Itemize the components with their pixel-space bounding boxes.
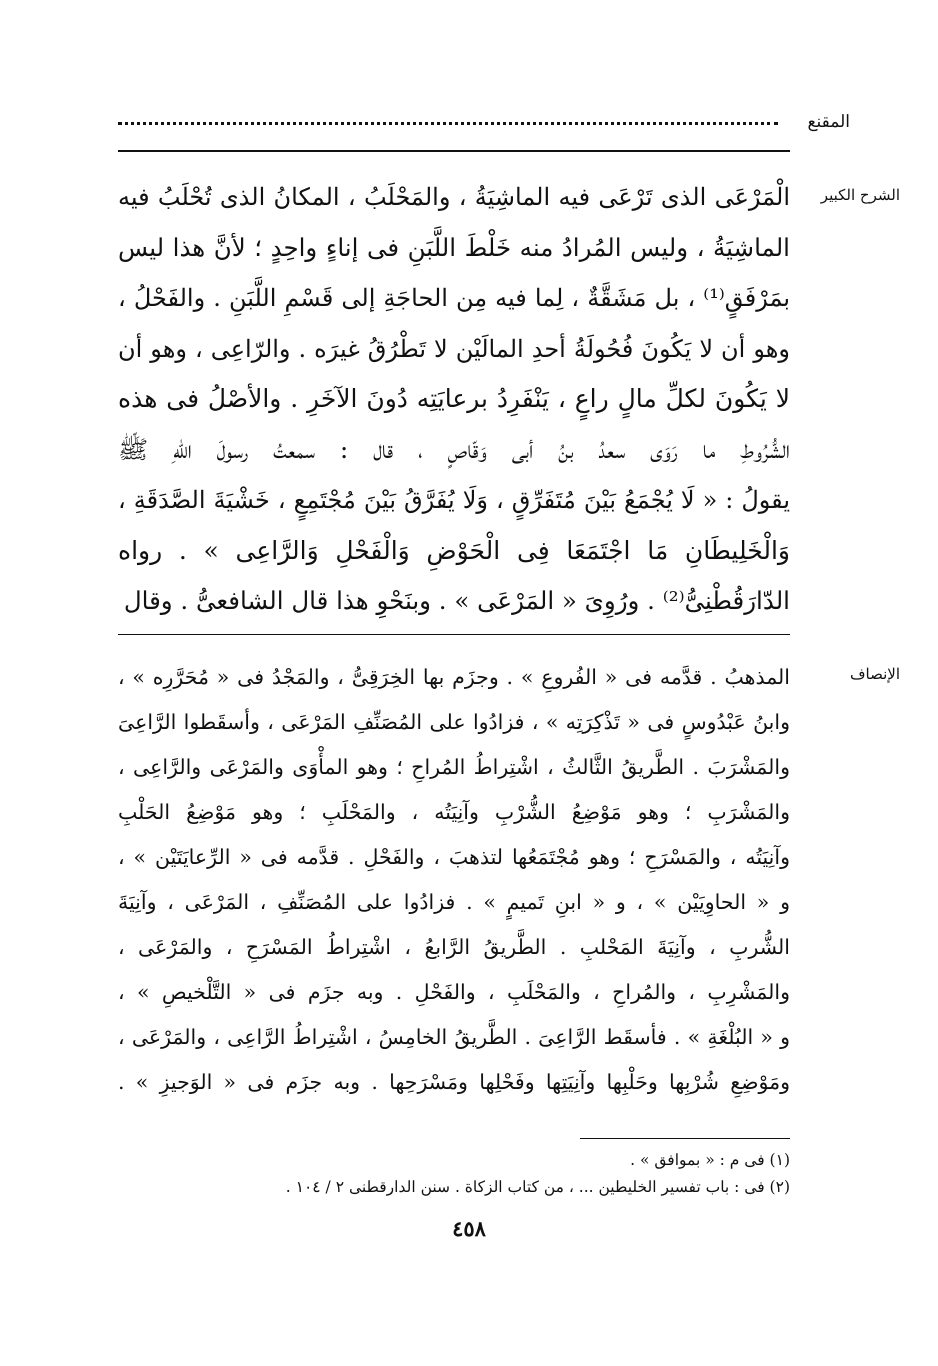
sharh-line: الْمَرْعَى الذى تَرْعَى فيه الماشِيَةُ ، والمَحْلَبُ ، المكانُ الذى تُحْلَبُ فيه	[118, 183, 790, 211]
sharh-line: وهو أن لا يَكُونَ فُحُولَةُ أحدِ المالَيْن لا تَطْرُقُ غيرَه . والرّاعِى ، وهو أن	[118, 334, 790, 363]
sharh-line: يقولُ : « لَا يُجْمَعُ بَيْنَ مُتَفَرِّقٍ ، وَلَا يُفَرَّقُ بَيْنَ مُجْتَمِعٍ ، خَشْيَةَ الصَّدَقَةِ ،	[118, 486, 790, 514]
sharh-text-block	[118, 172, 790, 627]
running-title: المقنع	[807, 112, 850, 132]
sharh-line: وَالْخَلِيطَانِ مَا اجْتَمَعَا فِى الْحَوْضِ وَالْفَحْلِ وَالرَّاعِى » . رواه	[118, 535, 790, 565]
section-label-sharh: الشرح الكبير	[820, 186, 900, 204]
insaf-line: المذهبُ . قدَّمه فى « الفُروعِ » . وجزَم بها الخِرَقِىُّ ، والمَجْدُ فى « مُحَرَّرِه » ،	[118, 665, 790, 689]
header-dotted-leader	[118, 116, 778, 125]
sharh-line: الماشِيَةُ ، وليس المُرادُ منه خَلْطَ اللَّبَنِ فى إناءٍ واحِدٍ ؛ لأنَّ هذا ليس	[118, 232, 790, 262]
footnotes	[150, 1147, 790, 1201]
insaf-line: والمَشْرَبِ ؛ وهو مَوْضِعُ الشُّرْبِ وآنِيَتُه ، والمَحْلَبِ ؛ وهو مَوْضِعُ الحَلْبِ	[118, 800, 790, 824]
sharh-line: بمَرْفَقٍ⁽¹⁾ ، بل مَشَقَّةٌ ، لِما فيه مِن الحاجَةِ إلى قَسْمِ اللَّبَنِ . والفَحْلُ ،	[118, 284, 790, 312]
insaf-text-block	[118, 655, 790, 1105]
sharh-line: الدّارَقُطْنِىُّ⁽²⁾ . ورُوِىَ « المَرْعَى » . وبنَحْوِ هذا قال الشافعىُّ . وقال	[123, 586, 790, 615]
insaf-line: وآنِيَتُه ، والمَسْرَحِ ؛ وهو مُجْتَمَعُها لتذهبَ ، والفَحْلِ . قدَّمه فى « الرِّعايَتَيْن » ،	[118, 845, 790, 869]
insaf-line: الشُّربِ ، وآنِيَةَ المَحْلبِ . الطَّريقُ الرَّابعُ ، اشْتِراطُ المَسْرَحِ ، والمَرْعَى ،	[118, 935, 790, 959]
footnote-2: (٢) فى : باب تفسير الخليطين ... ، من كتاب الزكاة . سنن الدارقطنى ٢ / ١٠٤ .	[285, 1178, 790, 1196]
footnote-separator	[580, 1138, 790, 1139]
sharh-line: الشُّرُوطِ ما رَوَى سعدُ بنُ أبى وَقّاصٍ ، قال : سمعتُ رسولَ اللهِ ﷺ	[118, 434, 790, 464]
header-rule	[118, 150, 790, 152]
insaf-line: وابنُ عَبْدُوسٍ فى « تَذْكِرَتِه » ، فزادُوا على المُصَنِّفِ المَرْعَى ، وأسقَطوا الرَّاعِىَ	[118, 710, 790, 734]
insaf-line: والمَشْرِبِ ، والمُراحِ ، والمَحْلَبِ ، والفَحْلِ . وبه جزَم فى « التَّلْخيصِ » ،	[118, 980, 790, 1004]
insaf-line: و « الحاوِيَيْن » ، و « ابنِ تَميمٍ » . فزادُوا على المُصَنِّفِ ، المَرْعَى ، وآنِيَةَ	[118, 890, 790, 914]
page-number: ٤٥٨	[452, 1216, 486, 1241]
section-divider	[118, 634, 790, 635]
insaf-line: و « البُلْغَةِ » . فأسقَط الرَّاعِىَ . الطَّريقُ الخامِسُ ، اشْتِراطُ الرَّاعِى ، والمَرْعَى ،	[118, 1025, 790, 1049]
sharh-line: لا يَكُونَ لكلِّ مالٍ راعٍ ، يَنْفَرِدُ برعايَتِه دُونَ الآخَرِ . والأصْلُ فى هذه	[118, 384, 790, 413]
insaf-line: ومَوْضِعِ شُرْبِها وحَلْبِها وآنِيَتِها وفَحْلِها ومَسْرَحِها . وبه جزَم فى « الوَجيزِ » .	[118, 1070, 790, 1094]
insaf-line: والمَشْرَبَ . الطَّريقُ الثَّالثُ ، اشْتِراطُ المُراحِ ؛ وهو المأْوَى والمَرْعَى والرَّاعِى ،	[118, 755, 790, 779]
section-label-insaf: الإنصاف	[849, 665, 900, 683]
footnote-1: (١) فى م : « بموافق » .	[630, 1151, 790, 1169]
